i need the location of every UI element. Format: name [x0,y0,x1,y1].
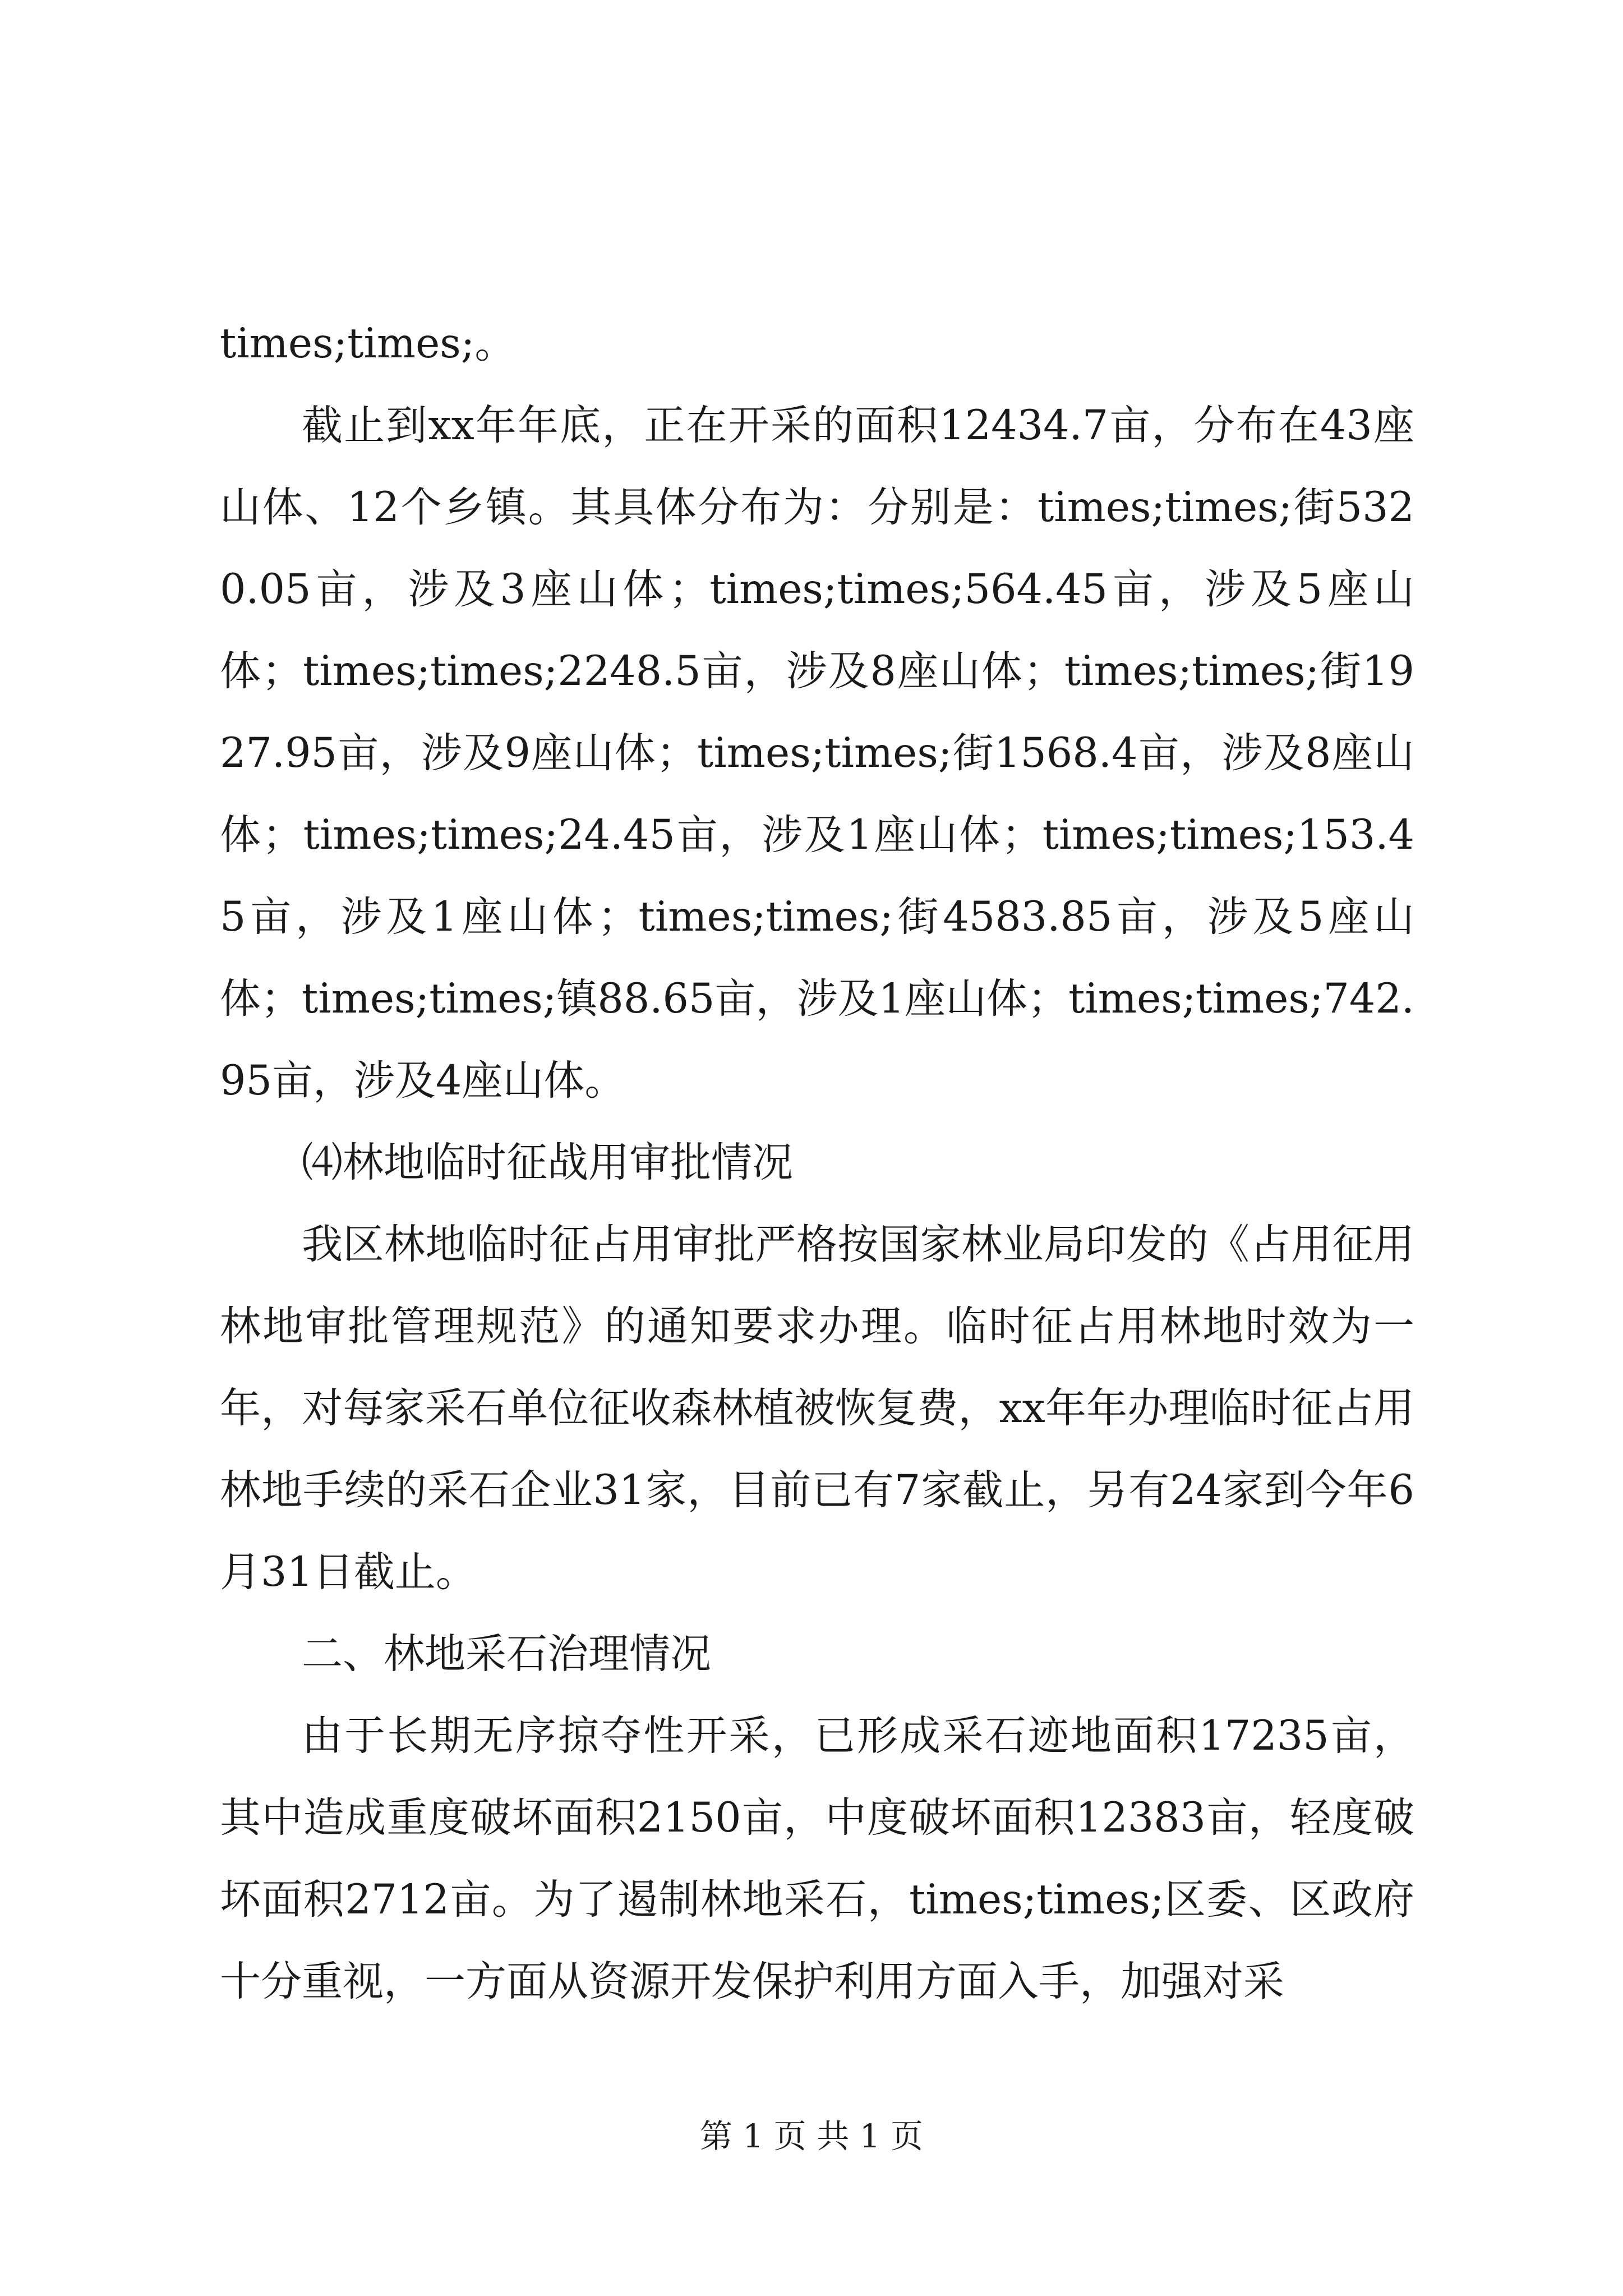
paragraph-fragment: times;times;。 [220,320,516,367]
paragraph-approval: 我区林地临时征占用审批严格按国家林业局印发的《占用征用林地审批管理规范》的通知要求办理。临时征占用林地时效为一年，对每家采石单位征收森林植被恢复费，xx年年办理临时征占用林地手续的采石企业31家，目前已有7家截止，另有24家到今年6月31日截止。 [220,1221,1414,1596]
page-footer: 第 1 页 共 1 页 [700,2117,923,2155]
document-body [220,303,1414,2023]
paragraph-mining-distribution: 截止到xx年年底，正在开采的面积12434.7亩，分布在43座山体、12个乡镇。其具体分布为：分别是：times;times;街5320.05亩，涉及3座山体；times;times;564.45亩，涉及5座山体；times;times;2248.5亩，涉及8座山体；times;times;街1927.95亩，涉及9座山体；times;times;街1568.4亩，涉及8座山体；times;times;24.45亩，涉及1座山体；times;times;153.45亩，涉及1座山体；times;times;街4583.85亩，涉及5座山体；times;times;镇88.65亩，涉及1座山体；times;times;742.95亩，涉及4座山体。 [220,402,1414,1105]
paragraph-governance: 由于长期无序掠夺性开采，已形成采石迹地面积17235亩，其中造成重度破坏面积2150亩，中度破坏面积12383亩，轻度破坏面积2712亩。为了遏制林地采石，times;times;区委、区政府十分重视，一方面从资源开发保护利用方面入手，加强对采 [220,1712,1414,2005]
section-heading-approval: ⑷林地临时征战用审批情况 [302,1139,793,1186]
section-heading-governance: 二、林地采石治理情况 [302,1630,711,1678]
